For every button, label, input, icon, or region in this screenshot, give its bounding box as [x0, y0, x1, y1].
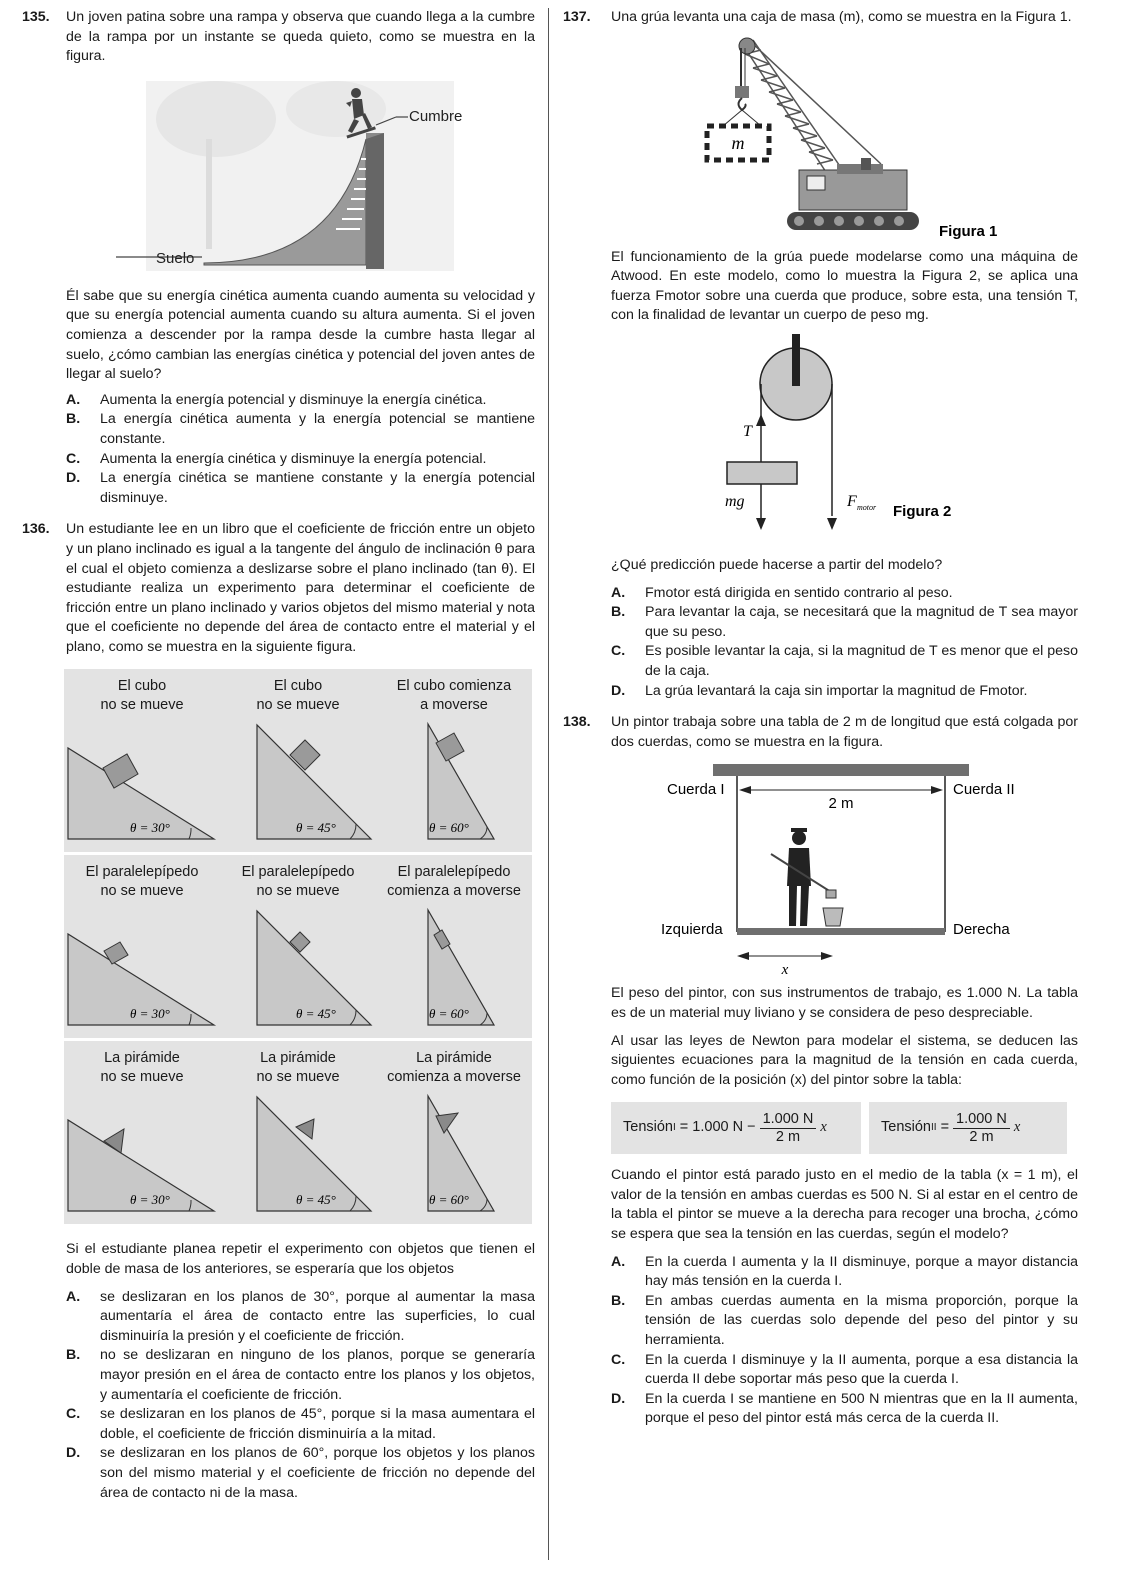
- scaffold-diagram: [611, 762, 1075, 980]
- cell-label: La pirámide: [260, 1050, 336, 1067]
- option-d[interactable]: [66, 469, 535, 508]
- cell-label: El cubo comienza: [396, 678, 512, 695]
- question-body: Si el estudiante planea repetir el experimento con objetos que tienen el doble de masa de los anteriores, se esperaría que los objetos: [66, 1241, 535, 1278]
- option-c[interactable]: [611, 1351, 1078, 1390]
- option-letter: D.: [611, 1390, 626, 1407]
- cell-pyramid-45: [220, 1041, 376, 1224]
- question-138: [563, 713, 1078, 1429]
- atwood-figure: [611, 332, 1078, 552]
- angle-label: θ = 45°: [296, 1006, 336, 1022]
- option-b[interactable]: [66, 1346, 535, 1405]
- length-label: 2 m: [828, 795, 854, 813]
- option-letter: C.: [611, 643, 626, 660]
- option-c[interactable]: [611, 642, 1078, 681]
- answer-options: [611, 1253, 1078, 1429]
- option-letter: A.: [611, 1253, 626, 1270]
- question-number: 137.: [563, 9, 591, 25]
- cell-pyramid-30: [64, 1041, 220, 1224]
- option-letter: C.: [611, 1351, 626, 1368]
- option-letter: A.: [66, 391, 81, 408]
- answer-options: [66, 391, 535, 509]
- option-text: se deslizaran en los planos de 45°, porque si la masa aumentara el doble, el coeficiente de fricción disminuiría a la mitad.: [100, 1406, 535, 1442]
- formula-fraction: [953, 1111, 1010, 1146]
- inclined-plane-grid: [64, 669, 532, 1224]
- cell-pyramid-60: [376, 1041, 532, 1224]
- option-a[interactable]: [611, 584, 1078, 604]
- formula-var: x: [1013, 1119, 1021, 1136]
- option-b[interactable]: [66, 410, 535, 449]
- label-cumbre: Cumbre: [409, 107, 463, 125]
- incline-45: [220, 1041, 376, 1224]
- cell-label: no se mueve: [256, 697, 340, 714]
- formula-fraction: [760, 1111, 817, 1146]
- option-text: no se deslizaran en ninguno de los planos, porque se generaría mayor presión en el área de contacto entre los planos y los objetos, y aumentaría el coeficiente de fricción.: [100, 1347, 535, 1403]
- grid-row-prism: [64, 855, 532, 1041]
- question-135: [22, 8, 535, 508]
- option-d[interactable]: [66, 1444, 535, 1503]
- ramp-figure: [66, 79, 535, 279]
- formula-sub: I: [672, 1122, 676, 1134]
- question-137: [563, 8, 1078, 701]
- option-a[interactable]: [66, 1288, 535, 1347]
- left-column: [22, 8, 535, 1503]
- option-letter: B.: [66, 1347, 81, 1364]
- column-divider: [548, 8, 549, 1560]
- formula-lhs: Tensión: [623, 1119, 673, 1136]
- cell-label: El paralelepípedo: [397, 864, 511, 881]
- option-letter: D.: [66, 1445, 81, 1462]
- formula-sub: II: [930, 1122, 937, 1134]
- option-b[interactable]: [611, 603, 1078, 642]
- option-b[interactable]: [611, 1292, 1078, 1351]
- question-body: Él sabe que su energía cinética aumenta cuando aumenta su velocidad y que su energía potencial aumenta cuando su altura aumenta. Si el joven comienza a descender por la rampa desde la cumbre hasta llegar al suelo, ¿cómo cambian las energías cinética y potencial del joven antes de llegar al suelo?: [66, 287, 535, 383]
- option-text: En la cuerda I aumenta y la II disminuye, porque a mayor distancia hay más tensión en la cuerda I.: [645, 1253, 1078, 1290]
- option-text: Es posible levantar la caja, si la magnitud de T es menor que el peso de la caja.: [645, 643, 1078, 679]
- option-c[interactable]: [66, 1405, 535, 1444]
- cell-label: El paralelepípedo: [241, 864, 355, 881]
- option-text: Aumenta la energía potencial y disminuye la energía cinética.: [100, 391, 487, 408]
- option-text: se deslizaran en los planos de 30°, porque al aumentar la masa aumentaría el área de contacto entre las superficies, lo cual disminuiría la presión y el coeficiente de fricción.: [100, 1288, 535, 1344]
- angle-label: θ = 60°: [429, 1006, 469, 1022]
- angle-label: θ = 45°: [296, 1192, 336, 1208]
- option-text: En la cuerda I se mantiene en 500 N mientras que en la II aumenta, porque el peso del pintor está más cerca de la cuerda II.: [645, 1390, 1078, 1427]
- formula-var: x: [820, 1119, 827, 1136]
- position-label: x: [781, 962, 789, 979]
- option-text: Para levantar la caja, se necesitará que la magnitud de T sea mayor que su peso.: [645, 604, 1078, 640]
- incline-45: [220, 669, 376, 852]
- fraction-numerator: 1.000 N: [953, 1111, 1010, 1129]
- option-letter: C.: [66, 450, 81, 467]
- option-text: La grúa levantará la caja sin importar la magnitud de Fmotor.: [645, 682, 1028, 699]
- option-d[interactable]: [611, 1390, 1078, 1429]
- ramp-illustration: [66, 79, 466, 279]
- question-body: El funcionamiento de la grúa puede modelarse como una máquina de Atwood. En este modelo, como lo muestra la Figura 2, se aplica una fuerza Fmotor sobre una cuerda que produce, sobre esta, una tensión T, con la finalidad de levantar un cuerpo de peso mg.: [611, 248, 1078, 324]
- cell-prism-60: [376, 855, 532, 1038]
- left-label: Izquierda: [661, 921, 723, 939]
- option-text: Aumenta la energía cinética y disminuye la energía potencial.: [100, 450, 487, 467]
- formula-op: =: [940, 1119, 950, 1136]
- answer-options: [611, 584, 1078, 702]
- option-text: se deslizaran en los planos de 60°, porque los objetos y los planos son del mismo material y el coeficiente de fricción no depende del área de contacto ni de la masa.: [100, 1445, 535, 1501]
- option-letter: D.: [66, 470, 81, 487]
- option-letter: B.: [66, 411, 81, 428]
- crane-box-label: m: [731, 132, 745, 153]
- cell-label: no se mueve: [256, 1069, 340, 1086]
- question-stem: Un estudiante lee en un libro que el coeficiente de fricción entre un objeto y un plano inclinado es igual a la tangente del ángulo de inclinación θ para el cual el objeto comienza a deslizarse sobre el plano inclinado (tan θ). El estudiante realiza un experimento para determinar el coeficiente de fricción entre un plano inclinado y varios objetos del mismo material y nota que el coeficiente no depende del área de contacto entre el material y el plano, como se muestra en la siguiente figura.: [66, 521, 535, 655]
- question-number: 136.: [22, 521, 50, 538]
- scaffold-figure: [611, 762, 1078, 980]
- option-text: En la cuerda I disminuye y la II aumenta, porque a esa distancia la cuerda II debe soportar más peso que la cuerda I.: [645, 1351, 1078, 1388]
- option-letter: C.: [66, 1406, 81, 1423]
- angle-label: θ = 30°: [130, 1006, 170, 1022]
- cell-label: comienza a moverse: [387, 883, 521, 900]
- cell-cube-30: [64, 669, 220, 852]
- cell-label: La pirámide: [416, 1050, 492, 1067]
- option-text: Fmotor está dirigida en sentido contrario al peso.: [645, 584, 953, 601]
- question-number: 135.: [22, 9, 50, 25]
- rope1-label: Cuerda I: [667, 781, 725, 799]
- force-subscript: motor: [857, 502, 877, 512]
- option-a[interactable]: [66, 391, 535, 411]
- cell-cube-45: [220, 669, 376, 852]
- figure2-caption: Figura 2: [893, 502, 952, 520]
- tension-formulas: [611, 1102, 1078, 1154]
- option-text: La energía cinética aumenta y la energía potencial se mantiene constante.: [100, 411, 535, 447]
- cell-label: no se mueve: [100, 1069, 184, 1086]
- question-stem: Una grúa levanta una caja de masa (m), como se muestra en la Figura 1.: [611, 9, 1072, 25]
- cell-label: El cubo: [273, 678, 323, 695]
- grid-row-cube: [64, 669, 532, 855]
- label-suelo: Suelo: [156, 249, 195, 267]
- cell-label: El cubo: [117, 678, 167, 695]
- option-letter: D.: [611, 682, 626, 699]
- incline-60: [376, 1041, 532, 1224]
- option-letter: A.: [66, 1288, 81, 1305]
- formula-rope1: [611, 1102, 861, 1154]
- rope2-label: Cuerda II: [953, 781, 1015, 799]
- right-label: Derecha: [953, 921, 1010, 939]
- cell-prism-45: [220, 855, 376, 1038]
- incline-60: [376, 855, 532, 1038]
- incline-30: [64, 1041, 220, 1224]
- angle-label: θ = 30°: [130, 1192, 170, 1208]
- force-label: F: [847, 492, 857, 510]
- question-stem: Un joven patina sobre una rampa y observa que cuando llega a la cumbre de la rampa por un instante se queda quieto, como se muestra en la figura.: [66, 9, 535, 65]
- formula-lhs: Tensión: [881, 1119, 931, 1136]
- question-number: 138.: [563, 714, 591, 731]
- right-column: [563, 8, 1078, 1429]
- grid-row-pyramid: [64, 1041, 532, 1224]
- crane-illustration: [611, 34, 1071, 244]
- incline-30: [64, 855, 220, 1038]
- cell-label: La pirámide: [104, 1050, 180, 1067]
- paragraph-weight: El peso del pintor, con sus instrumentos de trabajo, es 1.000 N. La tabla es de un material muy liviano y se considera de peso despreciable.: [611, 985, 1078, 1021]
- cell-label: comienza a moverse: [387, 1069, 521, 1086]
- angle-label: θ = 45°: [296, 820, 336, 836]
- figure1-caption: Figura 1: [939, 222, 998, 240]
- cell-label: no se mueve: [100, 697, 184, 714]
- formula-rope2: [869, 1102, 1067, 1154]
- fraction-numerator: 1.000 N: [760, 1111, 817, 1129]
- fraction-denominator: 2 m: [969, 1128, 994, 1145]
- cell-label: no se mueve: [100, 883, 184, 900]
- question-stem: Un pintor trabaja sobre una tabla de 2 m de longitud que está colgada por dos cuerdas, como se muestra en la figura.: [611, 714, 1078, 750]
- question-prompt: ¿Qué predicción puede hacerse a partir del modelo?: [611, 556, 943, 573]
- angle-label: θ = 30°: [130, 820, 170, 836]
- cell-label: no se mueve: [256, 883, 340, 900]
- fraction-denominator: 2 m: [775, 1128, 801, 1145]
- option-a[interactable]: [611, 1253, 1078, 1292]
- incline-30: [64, 669, 220, 852]
- option-c[interactable]: [66, 450, 535, 470]
- option-text: En ambas cuerdas aumenta en la misma proporción, porque la tensión de las cuerdas solo depende del peso del pintor y su herramienta.: [645, 1292, 1078, 1349]
- cell-label: El paralelepípedo: [85, 864, 199, 881]
- incline-45: [220, 855, 376, 1038]
- angle-label: θ = 60°: [429, 820, 469, 836]
- weight-label: mg: [725, 492, 745, 510]
- answer-options: [66, 1288, 535, 1504]
- option-letter: A.: [611, 584, 626, 601]
- crane-figure: [611, 34, 1078, 244]
- option-d[interactable]: [611, 682, 1078, 702]
- paragraph-equations: Al usar las leyes de Newton para modelar el sistema, se deducen las siguientes ecuaciones para la magnitud de la tensión en cada cuerda, como función de la posición (x) del pintor sobre la tabla:: [611, 1032, 1078, 1088]
- cell-label: a moverse: [420, 697, 488, 714]
- tension-label: T: [743, 422, 752, 440]
- option-letter: B.: [611, 604, 626, 621]
- incline-60: [376, 669, 532, 852]
- atwood-diagram: [611, 332, 1071, 552]
- cell-cube-60: [376, 669, 532, 852]
- option-letter: B.: [611, 1292, 626, 1309]
- paragraph-question: Cuando el pintor está parado justo en el medio de la tabla (x = 1 m), el valor de la tensión en ambas cuerdas es 500 N. Si al estar en el centro de la tabla el pintor se mueve a la derecha para recoger una brocha, ¿cómo se espera que sea la tensión en las cuerdas, según el modelo?: [611, 1167, 1078, 1243]
- question-136: [22, 520, 535, 1503]
- angle-label: θ = 60°: [429, 1192, 469, 1208]
- option-text: La energía cinética se mantiene constante y la energía potencial disminuye.: [100, 470, 535, 506]
- formula-op: = 1.000 N −: [679, 1119, 756, 1136]
- cell-prism-30: [64, 855, 220, 1038]
